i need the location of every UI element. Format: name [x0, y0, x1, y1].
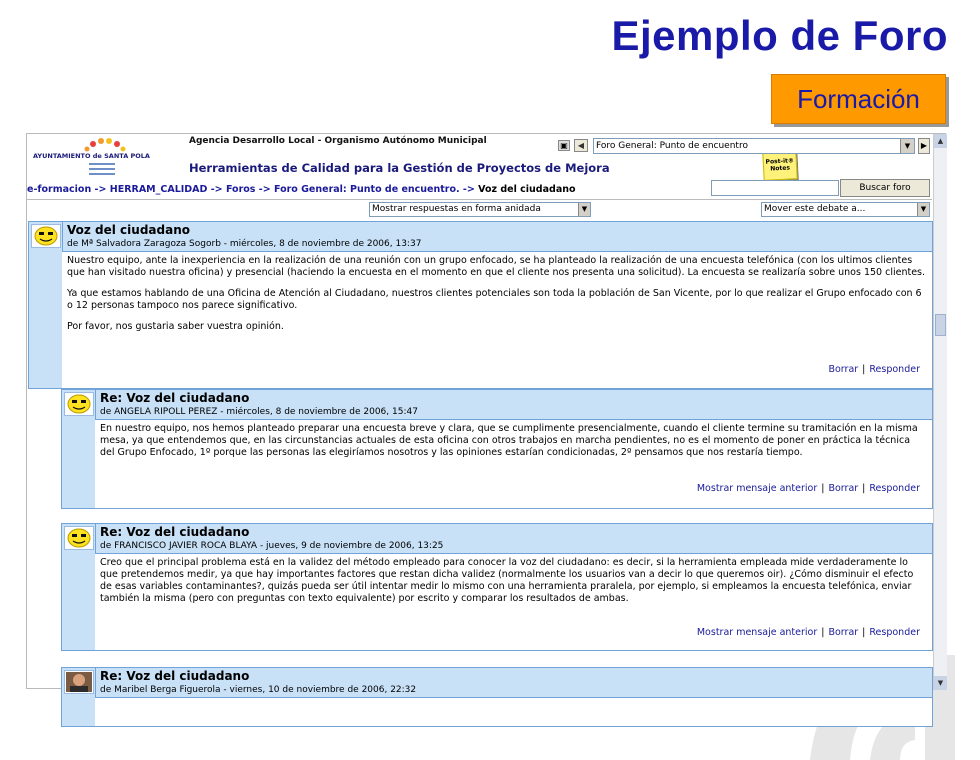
santa-pola-logo-icon: [31, 136, 181, 180]
forum-post: [28, 221, 933, 389]
post-actions: Mostrar mensaje anterior | Borrar | Responder: [696, 627, 920, 638]
reply-link[interactable]: Responder: [869, 364, 920, 375]
post-sidebar: [62, 524, 95, 650]
forum-search-input[interactable]: [711, 180, 839, 196]
forum-post: [61, 523, 933, 651]
post-author-date: de ANGELA RIPOLL PEREZ - miércoles, 8 de noviembre de 2006, 15:47: [100, 407, 418, 417]
display-mode-value: Mostrar respuestas en forma anidada: [372, 204, 541, 214]
delete-link[interactable]: Borrar: [828, 483, 859, 494]
post-paragraph: Por favor, nos gustaria saber vuestra opinión.: [67, 321, 284, 332]
post-title: Voz del ciudadano: [67, 223, 190, 237]
post-author-date: de Mª Salvadora Zaragoza Sogorb - miércoles, 8 de noviembre de 2006, 13:37: [67, 239, 422, 249]
scroll-up-icon[interactable]: ▲: [934, 134, 947, 148]
breadcrumb-link-eformacion[interactable]: e-formacion: [27, 184, 92, 195]
post-paragraph: Ya que estamos hablando de una Oficina de Atención al Ciudadano, nuestros clientes potenciales son toda la población de San Vicente, por lo que realizar el Grupo enfocado con 6 o 12 personas tampoco nos parece significativo.: [67, 288, 922, 311]
post-actions: Borrar | Responder: [828, 364, 920, 375]
breadcrumb-current: Voz del ciudadano: [478, 184, 576, 195]
post-header: [95, 668, 932, 698]
user-photo-avatar: [64, 670, 94, 694]
post-author-date: de FRANCISCO JAVIER ROCA BLAYA - jueves, 9 de noviembre de 2006, 13:25: [100, 541, 444, 551]
breadcrumb-link-foros[interactable]: Foros: [225, 184, 256, 195]
formacion-badge: Formación: [771, 74, 946, 124]
breadcrumb-link-course[interactable]: HERRAM_CALIDAD: [109, 184, 208, 195]
site-header: [27, 134, 947, 181]
post-header: [95, 390, 932, 420]
show-parent-link[interactable]: Mostrar mensaje anterior: [696, 483, 818, 494]
post-paragraph: Creo que el principal problema está en la validez del método empleado para conocer la voz del ciudadano: es decir, si la herramienta empleada mide verdaderamente lo que pretendemos medir, ya que hay importantes factores que restan dicha validez (normalmente los usuarios van a decir lo que queremos oir). ¿Cómo disminuir el efecto de esas variables contaminantes?, quizás pueda ser útil intentar medir lo mismo con una herramienta praralela, por ejemplo, si empleamos la encuesta telefónica, enviar también la misma (pero con preguntas con texto equivalente) por escrito y comparar los resultados de ambas.: [100, 557, 914, 604]
post-sidebar: [62, 668, 95, 726]
slide-title: Ejemplo de Foro: [611, 12, 948, 59]
search-forum-button[interactable]: Buscar foro: [840, 179, 930, 197]
post-body: [100, 423, 926, 468]
header-divider: [27, 199, 932, 200]
logo-text: AYUNTAMIENTO de SANTA POLA: [33, 152, 150, 160]
post-header: [62, 222, 932, 252]
post-body: [100, 557, 926, 614]
delete-link[interactable]: Borrar: [828, 627, 859, 638]
forum-post: [61, 389, 933, 509]
post-author-date: de Maribel Berga Figuerola - viernes, 10 de noviembre de 2006, 22:32: [100, 685, 417, 695]
agency-name: Agencia Desarrollo Local - Organismo Autónomo Municipal: [189, 136, 487, 146]
postit-notes-icon[interactable]: Post-it® Notes: [762, 151, 797, 181]
forum-jump-value: Foro General: Punto de encuentro: [596, 141, 748, 151]
post-title: Re: Voz del ciudadano: [100, 669, 250, 683]
post-body: [67, 255, 926, 342]
scroll-down-icon[interactable]: ▼: [934, 676, 947, 690]
breadcrumb-separator: ->: [207, 184, 226, 195]
back-arrow-button[interactable]: ◀: [574, 139, 588, 152]
display-mode-select[interactable]: [369, 202, 591, 217]
forum-jump-select[interactable]: [593, 138, 915, 154]
breadcrumb-separator: ->: [91, 184, 110, 195]
forward-arrow-button[interactable]: ▶: [918, 138, 930, 154]
scroll-thumb[interactable]: [935, 314, 946, 336]
post-paragraph: En nuestro equipo, nos hemos planteado preparar una encuesta breve y clara, que se cumplimente presencialmente, cuando el cliente termine su tramitación en la misma mesa, ya que entendemos que, en las circunstancias actuales de esta oficina con otros trabajos en marcha pendientes, no es el momento de poner en práctica la técnica del Grupo Enfocado, 1º porque las personas las elegiríamos nosotros y las opiniones estarían condicionadas, 2º pensamos que nos restaría tiempo.: [100, 423, 918, 458]
reply-link[interactable]: Responder: [869, 627, 920, 638]
post-sidebar: [29, 222, 62, 388]
smiley-avatar-icon: [31, 224, 61, 248]
smiley-avatar-icon: [64, 526, 94, 550]
post-title: Re: Voz del ciudadano: [100, 525, 250, 539]
delete-link[interactable]: Borrar: [828, 364, 859, 375]
breadcrumb-separator: ->: [459, 184, 479, 195]
post-actions: Mostrar mensaje anterior | Borrar | Responder: [696, 483, 920, 494]
course-title: Herramientas de Calidad para la Gestión de Proyectos de Mejora: [189, 161, 610, 175]
smiley-avatar-icon: [64, 392, 94, 416]
reply-link[interactable]: Responder: [869, 483, 920, 494]
forum-post: [61, 667, 933, 727]
vertical-scrollbar[interactable]: [933, 134, 947, 690]
chevron-down-icon: ▼: [917, 203, 929, 216]
post-header: [95, 524, 932, 554]
post-sidebar: [62, 390, 95, 508]
window-icon[interactable]: ▣: [558, 140, 570, 151]
chevron-down-icon: ▼: [900, 139, 914, 153]
forum-screenshot: [26, 133, 946, 695]
show-parent-link[interactable]: Mostrar mensaje anterior: [696, 627, 818, 638]
breadcrumb-separator: ->: [255, 184, 274, 195]
move-discussion-value: Mover este debate a...: [764, 204, 866, 214]
breadcrumb-link-forum[interactable]: Foro General: Punto de encuentro.: [273, 184, 460, 195]
chevron-down-icon: ▼: [578, 203, 590, 216]
post-paragraph: Nuestro equipo, ante la inexperiencia en la realización de una reunión con un grupo enfocado, se ha planteado la realización de una encuesta telefónica (con los ultimos clientes que han visitado nuestra oficina) y presencial (haciendo la encuesta en el momento en que el cliente nos presenta una solicitud). La encuesta se realizaría sobre unos 150 clientes.: [67, 255, 926, 278]
move-discussion-select[interactable]: [761, 202, 930, 217]
post-title: Re: Voz del ciudadano: [100, 391, 250, 405]
